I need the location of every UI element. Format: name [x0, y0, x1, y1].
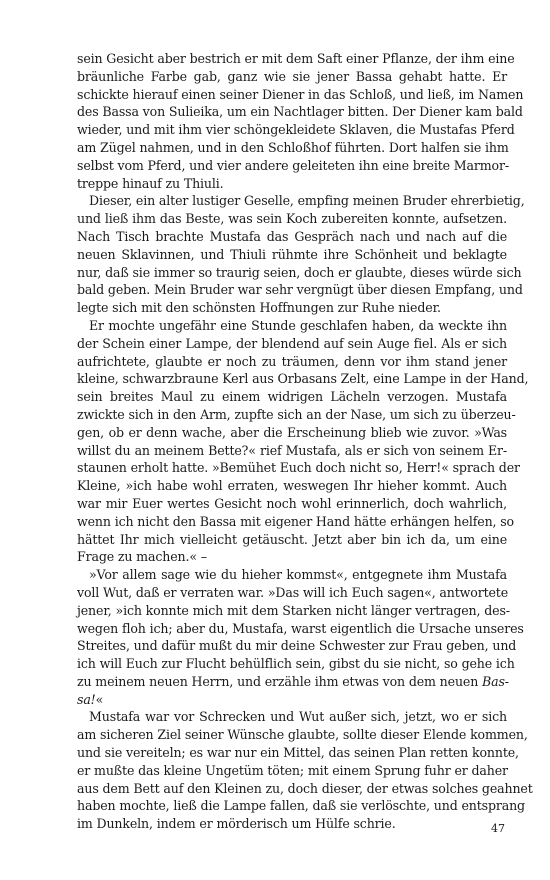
text-line: und ließ ihm das Beste, was sein Koch zubereiten konnte, aufsetzen.: [77, 211, 507, 227]
text-line: sa!«: [77, 691, 104, 707]
text-line: Streites, und dafür mußt du mir deine Schwester zur Frau geben, und: [77, 638, 517, 654]
text-line: ich will Euch zur Flucht behülflich sein, gibst du sie nicht, so gehe ich: [77, 656, 515, 672]
text-line: des Bassa von Sulieika, um ein Nachtlager bitten. Der Diener kam bald: [77, 104, 523, 120]
text-line: Nach Tisch brachte Mustafa das Gespräch nach und nach auf die: [77, 228, 507, 244]
text-line: am sicheren Ziel seiner Wünsche glaubte, sollte dieser Elende kommen,: [77, 727, 528, 743]
text-line: wenn ich nicht den Bassa mit eigener Hand hätte erhängen helfen, so: [77, 513, 514, 529]
text-line: er mußte das kleine Ungetüm töten; mit einem Sprung fuhr er daher: [77, 762, 508, 778]
text-line: war mir Euer wertes Gesicht noch wohl erinnerlich, doch wahrlich,: [77, 495, 507, 511]
text-line: »Vor allem sage wie du hieher kommst«, entgegnete ihm Mustafa: [89, 567, 507, 583]
text-line: hättet Ihr mich vielleicht getäuscht. Jetzt aber bin ich da, um eine: [77, 531, 507, 547]
text-line: aufrichtete, glaubte er noch zu träumen, denn vor ihm stand jener: [77, 353, 507, 369]
text-line: Mustafa war vor Schrecken und Wut außer sich, jetzt, wo er sich: [89, 709, 507, 725]
text-line: legte sich mit den schönsten Hoffnungen zur Ruhe nieder.: [77, 300, 441, 316]
text-line: im Dunkeln, indem er mörderisch um Hülfe schrie.: [77, 816, 396, 832]
text-line: bald geben. Mein Bruder war sehr vergnügt über diesen Empfang, und: [77, 282, 523, 298]
text-line: schickte hierauf einen seiner Diener in das Schloß, und ließ, im Namen: [77, 86, 524, 102]
text-line: neuen Sklavinnen, und Thiuli rühmte ihre Schönheit und beklagte: [77, 246, 507, 262]
text-line: und sie vereiteln; es war nur ein Mittel, das seinen Plan retten konnte,: [77, 745, 519, 761]
text-line: willst du an meinem Bette?« rief Mustafa, als er sich von seinem Er-: [77, 442, 507, 458]
text-line: Kleine, »ich habe wohl erraten, weswegen Ihr hieher kommt. Auch: [77, 478, 507, 494]
text-line: wegen floh ich; aber du, Mustafa, warst eigentlich die Ursache unseres: [77, 620, 524, 636]
text-line: gen, ob er denn wache, aber die Erscheinung blieb wie zuvor. »Was: [77, 424, 507, 440]
text-line: zu meinem neuen Herrn, und erzähle ihm etwas von dem neuen Bas-: [77, 673, 509, 689]
text-line: kleine, schwarzbraune Kerl aus Orbasans Zelt, eine Lampe in der Hand,: [77, 371, 529, 387]
text-line: jener, »ich konnte mich mit dem Starken nicht länger vertragen, des-: [77, 602, 510, 618]
text-line: der Schein einer Lampe, der blendend auf sein Auge fiel. Als er sich: [77, 335, 507, 351]
text-line: am Zügel nahmen, und in den Schloßhof führten. Dort halfen sie ihm: [77, 139, 509, 155]
page-number: 47: [491, 822, 505, 835]
text-line: nur, daß sie immer so traurig seien, doch er glaubte, dieses würde sich: [77, 264, 522, 280]
text-line: Frage zu machen.« –: [77, 549, 207, 565]
text-line: sein Gesicht aber bestrich er mit dem Saft einer Pflanze, der ihm eine: [77, 51, 515, 66]
text-line: staunen erholt hatte. »Bemühet Euch doch nicht so, Herr!« sprach der: [77, 460, 520, 476]
text-line: aus dem Bett auf den Kleinen zu, doch dieser, der etwas solches geahnet: [77, 780, 533, 796]
page-body: [77, 50, 533, 833]
text-line: bräunliche Farbe gab, ganz wie sie jener Bassa gehabt hatte. Er: [77, 68, 507, 84]
text-line: treppe hinauf zu Thiuli.: [77, 175, 224, 191]
text-line: voll Wut, daß er verraten war. »Das will ich Euch sagen«, antwortete: [77, 584, 509, 600]
text-line: Dieser, ein alter lustiger Geselle, empfing meinen Bruder ehrerbietig,: [89, 193, 525, 209]
text-line: wieder, und mit ihm vier schöngekleidete Sklaven, die Mustafas Pferd: [77, 122, 515, 138]
text-line: sein breites Maul zu einem widrigen Lächeln verzogen. Mustafa: [77, 389, 507, 405]
text-line: haben mochte, ließ die Lampe fallen, daß sie verlöschte, und entsprang: [77, 798, 525, 814]
text-line: Er mochte ungefähr eine Stunde geschlafen haben, da weckte ihn: [89, 317, 507, 333]
text-line: selbst vom Pferd, und vier andere geleiteten ihn eine breite Marmor-: [77, 157, 509, 173]
text-line: zwickte sich in den Arm, zupfte sich an der Nase, um sich zu überzeu-: [77, 406, 516, 422]
